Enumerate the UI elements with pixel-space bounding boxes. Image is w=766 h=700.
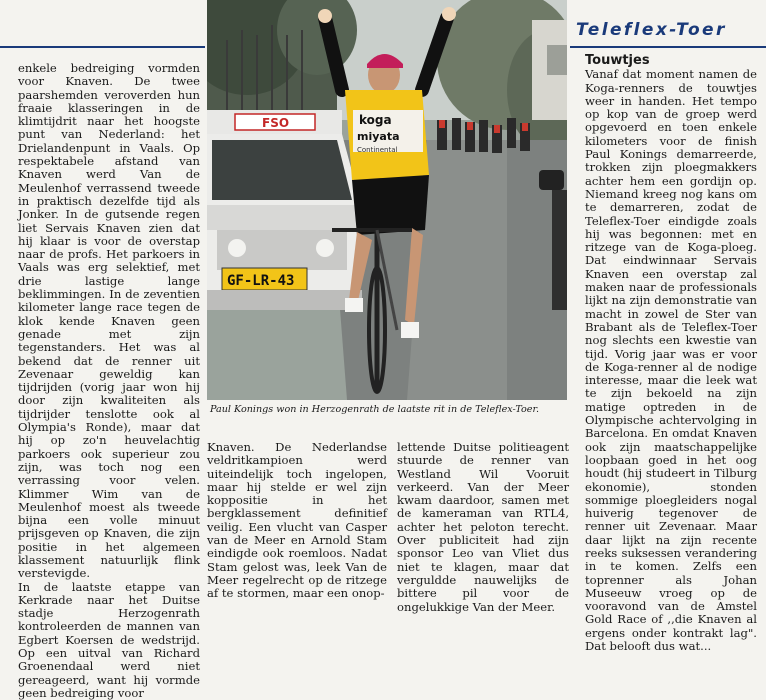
article-column-3 <box>397 441 569 614</box>
header-rule-left <box>0 46 205 48</box>
article-paragraph: enkele bedreiging vormden voor Knaven. De twee paarshemden veroverden hun fraaie klasseringen in de klimtijdrit naar het hoogste punt van Nederland: het Drielandenpunt in Vaals. Op respektabele afstand van Knaven werd Van de Meulenhof verrassend tweede in praktisch dezelfde tijd als Jonker. In de gutsende regen liet Servais Knaven zien dat hij klaar is voor de overstap naar de profs. Het parkoers in Vaals was erg selektief, met drie lastige lange beklimmingen. In de zeventien kilometer lange race tegen de klok kende Knaven geen genade met zijn tegenstanders. Het was al bekend dat de renner uit Zevenaar geweldig kan tijdrijden (vorig jaar won hij door zijn kwaliteiten als tijdrijder tenslotte ook al Olympia's Ronde), maar dat hij op zo'n heuvelachtig parkoers ook superieur zou zijn, was toch nog een verrassing voor velen. Klimmer Wim van de Meulenhof moest als tweede bijna een volle minuut prijsgeven op Knaven, die zijn positie in het algemeen klassement natuurlijk flink verstevigde. <box>18 61 200 581</box>
jersey-sponsor-koga: koga <box>359 113 392 127</box>
section-heading: Touwtjes <box>585 53 650 68</box>
jersey-sponsor-continental: Continental <box>357 146 398 154</box>
jersey-sponsor-miyata: miyata <box>357 130 400 143</box>
series-title: Teleflex-Toer <box>576 20 727 40</box>
photo-caption: Paul Konings won in Herzogenrath de laatste rit in de Teleflex-Toer. <box>210 404 540 415</box>
article-column-2 <box>207 441 387 601</box>
article-paragraph: Vanaf dat moment namen de Koga-renners de touwtjes weer in handen. Het tempo op kop van de groep werd opgevoerd en toen enkele kilometers voor de finish Paul Konings demarreerde, trokken zijn ploegmakkers achter hem een gordijn op. Niemand kreeg nog kans om te demarreren, zodat de Teleflex-Toer eindigde zoals hij was begonnen: met en ritzege van de Koga-ploeg. Dat eindwinnaar Servais Knaven een overstap zal maken naar de professionals lijkt na zijn demonstratie van macht in zowel de Ster van Brabant als de Teleflex-Toer nog slechts een kwestie van tijd. Vorig jaar was er voor de Koga-renner al de nodige interesse, maar die leek wat te zijn bekoeld na zijn matige optreden in de Olympische achtervolging in Barcelona. En omdat Knaven ook zijn maatschappelijke loopbaan goed in het oog houdt (hij studeert in Tilburg ekonomie), stonden sommige ploegleiders nogal huiverig tegenover de renner uit Zevenaar. Maar daar lijkt na zijn recente reeks suksessen verandering in te komen. Zelfs een toprenner als Johan Museeuw vroeg op de vooravond van de Amstel Gold Race of ,,die Knaven al ergens onder kontrakt lag". Dat belooft dus wat... <box>585 67 757 654</box>
header-rule-right <box>570 46 766 48</box>
car-brand-text: FSO <box>262 116 290 130</box>
article-paragraph: In de laatste etappe van Kerkrade naar het Duitse stadje Herzogenrath kontroleerden de mannen van Egbert Koersen de wedstrijd. Op een uitval van Richard Groenendaal werd niet gereageerd, want hij vormde geen bedreiging voor <box>18 579 200 700</box>
article-column-4 <box>585 54 757 653</box>
article-column-1 <box>18 62 200 700</box>
article-paragraph: Knaven. De Nederlandse veldritkampioen werd uiteindelijk toch ingelopen, maar hij stelde er wel zijn koppositie in het bergklassement definitief veilig. Een vlucht van Casper van de Meer en Arnold Stam eindigde ook roemloos. Nadat Stam gelost was, leek Van de Meer regelrecht op de ritzege af te stormen, maar een onop- <box>207 440 387 601</box>
race-photo <box>207 0 567 400</box>
article-paragraph: lettende Duitse politieagent stuurde de renner van Westland Wil Vooruit verkeerd. Van der Meer kwam daardoor, samen met de kameraman van RTL4, achter het peloton terecht. Over publiciteit had zijn sponsor Leo van Vliet dus niet te klagen, maar dat verguldde nauwelijks de bittere pil voor de ongelukkige Van der Meer. <box>397 440 569 614</box>
license-plate: GF-LR-43 <box>227 273 295 289</box>
